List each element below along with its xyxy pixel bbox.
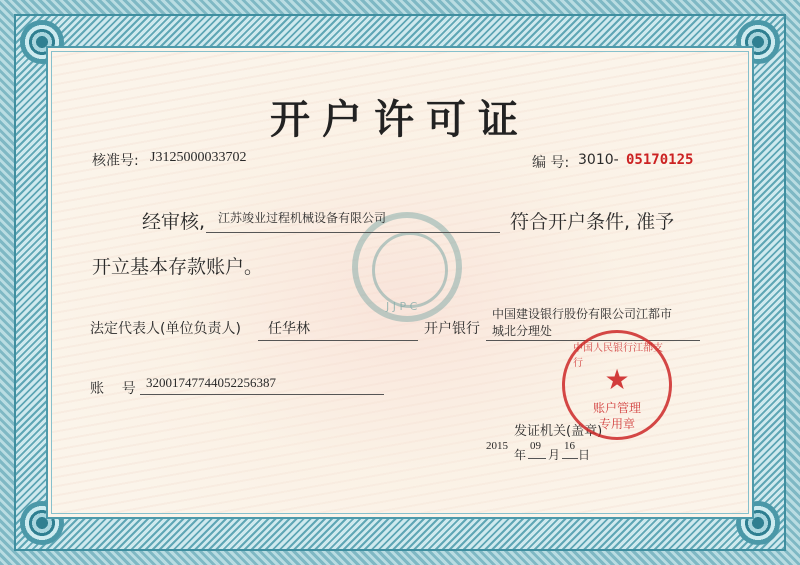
seal-star-icon: ★: [604, 363, 630, 396]
company-underline: [206, 232, 500, 233]
date-day-unit: 日: [578, 448, 591, 462]
seal-center-text: 账户管理: [592, 401, 641, 415]
account-label: 账 号: [90, 381, 136, 397]
date-month: 09: [530, 440, 541, 452]
date-month-unit: 月: [548, 448, 561, 462]
page-title: 开户许可证: [270, 96, 530, 143]
date-year-unit: 年: [514, 448, 527, 462]
seal-arc-text: 中国人民银行江都支行: [573, 343, 663, 369]
official-seal-icon: [562, 330, 672, 440]
approval-sentence-prefix: 经审核,: [142, 211, 206, 233]
bank-label: 开户银行: [424, 321, 480, 337]
company-name: 江苏竣业过程机械设备有限公司: [218, 211, 387, 225]
serial-number: 05170125: [626, 152, 694, 168]
date-month-underline: [528, 458, 546, 459]
approval-sentence-line2: 开立基本存款账户。: [92, 256, 264, 278]
bank-name-line2: 城北分理处: [492, 324, 553, 338]
serial-prefix: 3010-: [578, 152, 619, 168]
seal-bottom-text: 专用章: [598, 417, 635, 431]
legal-rep-underline: [258, 340, 418, 341]
approval-label: 核准号:: [92, 153, 139, 169]
approval-number: J3125000033702: [150, 150, 247, 165]
date-day: 16: [564, 440, 575, 452]
account-underline: [140, 394, 384, 395]
legal-rep-name: 任华林: [268, 321, 310, 337]
bank-name-line1: 中国建设银行股份有限公司江都市: [492, 307, 673, 321]
emblem-text: J J P C: [386, 300, 418, 313]
date-day-underline: [562, 458, 578, 459]
approval-sentence-suffix: 符合开户条件, 准予: [510, 211, 675, 233]
issuer-label: 发证机关(盖章): [514, 424, 603, 439]
watermark-emblem-icon: [352, 212, 462, 322]
legal-rep-label: 法定代表人(单位负责人): [90, 321, 241, 337]
date-year: 2015: [486, 440, 508, 452]
account-number: 32001747744052256387: [146, 375, 276, 390]
serial-label: 编 号:: [532, 155, 570, 171]
